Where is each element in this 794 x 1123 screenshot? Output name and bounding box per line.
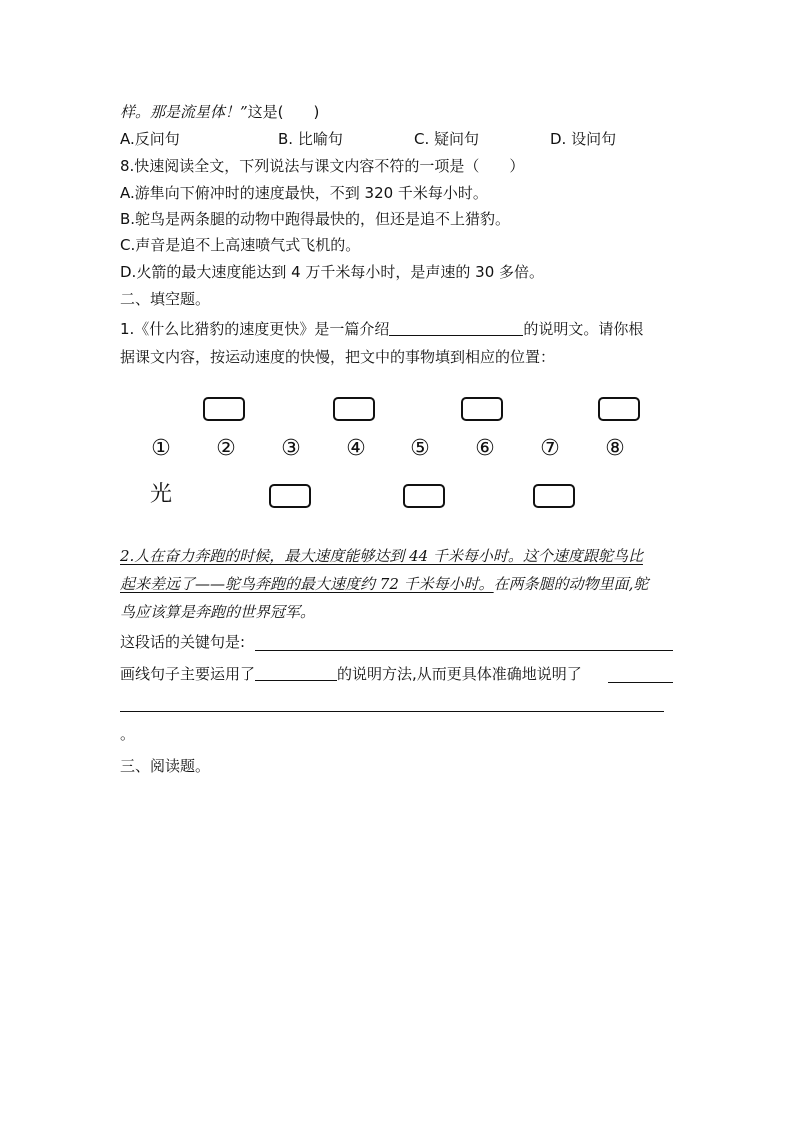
fill2-underlined-part: 起来差远了——鸵鸟奔跑的最大速度约 72 千米每小时。 — [120, 575, 494, 593]
fill2-rest: 在两条腿的动物里面,鸵 — [493, 575, 649, 593]
fill1-line1 — [120, 319, 643, 339]
answer-box-5[interactable] — [403, 484, 445, 508]
q8-option-a: A.游隼向下俯冲时的速度最快，不到 320 千米每小时。 — [120, 184, 488, 202]
key-sentence-blank[interactable] — [255, 650, 673, 651]
method-line — [120, 664, 582, 684]
explain-blank-a[interactable] — [608, 682, 673, 683]
q7-question: 这是( ) — [247, 103, 320, 121]
circled-number-6: ⑥ — [475, 436, 495, 461]
explain-blank-b[interactable] — [120, 711, 664, 712]
answer-box-2[interactable] — [203, 397, 245, 421]
circled-number-8: ⑧ — [605, 436, 625, 461]
q7-option-b: B. 比喻句 — [278, 130, 343, 148]
circled-number-5: ⑤ — [410, 436, 430, 461]
answer-box-3[interactable] — [269, 484, 311, 508]
method-blank[interactable] — [255, 664, 337, 681]
q7-option-d: D. 设问句 — [550, 130, 617, 148]
fill1-line2: 据课文内容，按运动速度的快慢，把文中的事物填到相应的位置： — [120, 348, 556, 366]
q8-stem: 8.快速阅读全文，下列说法与课文内容不符的一项是（ ） — [120, 157, 525, 175]
q8-option-b: B.鸵鸟是两条腿的动物中跑得最快的，但还是追不上猎豹。 — [120, 210, 511, 228]
answer-box-8[interactable] — [598, 397, 640, 421]
q7-option-c: C. 疑问句 — [414, 130, 480, 148]
end-mark: 。 — [120, 725, 136, 743]
section-2-title: 二、填空题。 — [120, 290, 211, 308]
answer-box-7[interactable] — [533, 484, 575, 508]
circled-number-3: ③ — [281, 436, 301, 461]
circled-number-2: ② — [216, 436, 236, 461]
circled-number-1: ① — [151, 436, 171, 461]
circled-number-4: ④ — [346, 436, 366, 461]
section-3-title: 三、阅读题。 — [120, 757, 211, 775]
key-sentence-label: 这段话的关键句是: — [120, 633, 246, 651]
method-text-a: 画线句子主要运用了 — [120, 665, 256, 683]
fill2-passage-line2 — [120, 574, 648, 594]
q8-option-c: C.声音是追不上高速喷气式飞机的。 — [120, 236, 361, 254]
answer-box-6[interactable] — [461, 397, 503, 421]
q7-quote: 样。那是流星体！” — [120, 103, 248, 121]
fill1-text-a: 1.《什么比猎豹的速度更快》是一篇介绍 — [120, 320, 390, 338]
answer-box-4[interactable] — [333, 397, 375, 421]
fill1-blank[interactable] — [389, 319, 523, 336]
fill2-passage-line1: 2.人在奋力奔跑的时候，最大速度能够达到 44 千米每小时。这个速度跟鸵鸟比 — [120, 547, 643, 565]
fill2-passage-line3: 鸟应该算是奔跑的世界冠军。 — [120, 603, 316, 621]
q7-option-a: A.反问句 — [120, 130, 180, 148]
method-text-b: 的说明方法,从而更具体准确地说明了 — [337, 665, 582, 683]
circled-number-7: ⑦ — [540, 436, 560, 461]
q8-option-d: D.火箭的最大速度能达到 4 万千米每小时，是声速的 30 多倍。 — [120, 263, 545, 281]
first-item-light: 光 — [150, 482, 173, 507]
fill1-text-b: 的说明文。请你根 — [523, 320, 644, 338]
q7-tail — [120, 102, 319, 122]
